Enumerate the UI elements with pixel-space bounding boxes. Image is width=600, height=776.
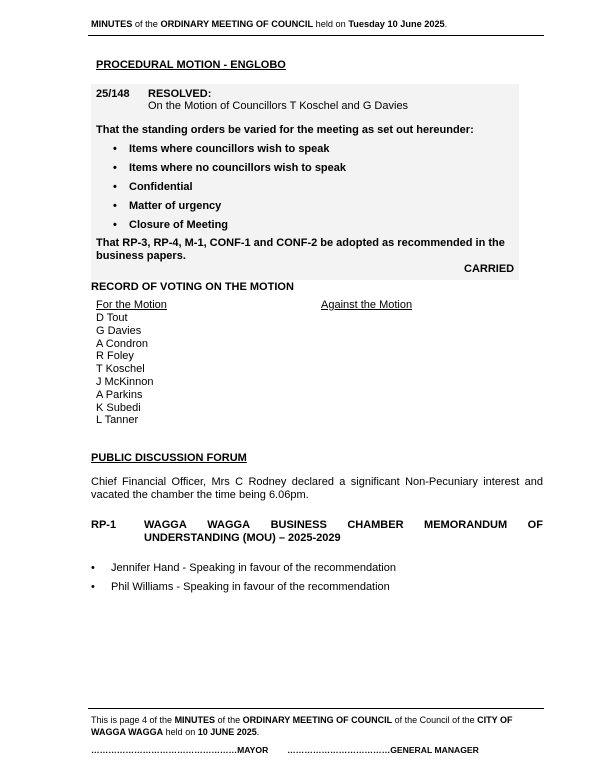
list-item: R Foley (96, 350, 134, 363)
speakers-list (91, 562, 531, 596)
rp1-code: RP-1 (91, 519, 117, 531)
bullet-icon: • (91, 562, 95, 574)
rp1-title-line-1 (144, 519, 543, 531)
page-footer: This is page 4 of the MINUTES of the ORDINARY MEETING OF COUNCIL of the Council of the CITY OF WAGGA WAGGA held on 10 JUNE 2025. (91, 715, 513, 737)
list-item: K Subedi (96, 401, 141, 414)
resolved-label: RESOLVED: (148, 88, 212, 100)
rp1-title-line-2: UNDERSTANDING (MOU) – 2025-2029 (144, 532, 341, 544)
forum-text-line-1: Chief Financial Officer, Mrs C Rodney declared a significant Non-Pecuniary interest and (91, 476, 543, 488)
header-period: . (444, 19, 448, 29)
bullet-icon: • (91, 581, 95, 593)
standing-order-list (113, 143, 509, 238)
signature-line (91, 745, 479, 755)
list-item: • Items where councillors wish to speak (113, 143, 330, 155)
list-item: T Koschel (96, 363, 145, 376)
adopt-line-1: That RP-3, RP-4, M-1, CONF-1 and CONF-2 be adopted as recommended in the (96, 237, 505, 249)
gm-label: GENERAL MANAGER (390, 745, 479, 755)
carried-label: CARRIED (464, 263, 515, 275)
page-header (91, 19, 447, 29)
gm-signature-dots: ……………………………… (287, 745, 391, 755)
list-item: A Parkins (96, 388, 143, 401)
motion-intro: That the standing orders be varied for the meeting as set out hereunder: (96, 124, 474, 136)
motion-mover: On the Motion of Councillors T Koschel and G Davies (148, 100, 409, 112)
list-item: • Closure of Meeting (113, 219, 229, 231)
bullet-icon: • (113, 162, 117, 174)
list-item: • Phil Williams - Speaking in favour of the recommendation (91, 581, 390, 593)
list-item: • Matter of urgency (113, 200, 222, 212)
against-motion-label: Against the Motion (321, 299, 413, 311)
header-meeting: ORDINARY MEETING OF COUNCIL (160, 19, 314, 29)
bullet-icon: • (113, 219, 117, 231)
footer-divider (88, 708, 544, 709)
header-divider (88, 35, 544, 36)
rp1-title-word: WAGGA (207, 519, 251, 531)
list-item: • Jennifer Hand - Speaking in favour of the recommendation (91, 562, 396, 574)
list-item: • Confidential (113, 181, 193, 193)
forum-heading: PUBLIC DISCUSSION FORUM (91, 452, 247, 464)
rp1-title-word: CHAMBER (347, 519, 404, 531)
rp1-title-word: MEMORANDUM (424, 519, 508, 531)
voting-heading: RECORD OF VOTING ON THE MOTION (91, 281, 294, 293)
header-held-on: held on (313, 19, 349, 29)
list-item: A Condron (96, 337, 148, 350)
forum-text-line-2: vacated the chamber the time being 6.06pm. (91, 489, 309, 501)
list-item: J McKinnon (96, 375, 154, 388)
header-of: of the (132, 19, 161, 29)
mayor-signature-dots: …………………………………………… (91, 745, 238, 755)
bullet-icon: • (113, 181, 117, 193)
header-date: Tuesday 10 June 2025 (348, 19, 445, 29)
rp1-title-word: WAGGA (144, 519, 187, 531)
list-item: D Tout (96, 312, 128, 324)
mayor-label: MAYOR (237, 745, 269, 755)
rp1-title-word: OF (527, 519, 543, 531)
bullet-icon: • (113, 200, 117, 212)
for-votes-list (96, 312, 153, 427)
bullet-icon: • (113, 143, 117, 155)
motion-number: 25/148 (96, 88, 130, 100)
list-item: • Items where no councillors wish to speak (113, 162, 347, 174)
list-item: G Davies (96, 324, 142, 337)
procedural-motion-heading: PROCEDURAL MOTION - ENGLOBO (96, 59, 286, 71)
rp1-title-word: BUSINESS (270, 519, 327, 531)
for-motion-label: For the Motion (96, 299, 167, 311)
adopt-line-2: business papers. (96, 250, 186, 262)
list-item: L Tanner (96, 414, 139, 427)
header-minutes: MINUTES (91, 19, 133, 29)
